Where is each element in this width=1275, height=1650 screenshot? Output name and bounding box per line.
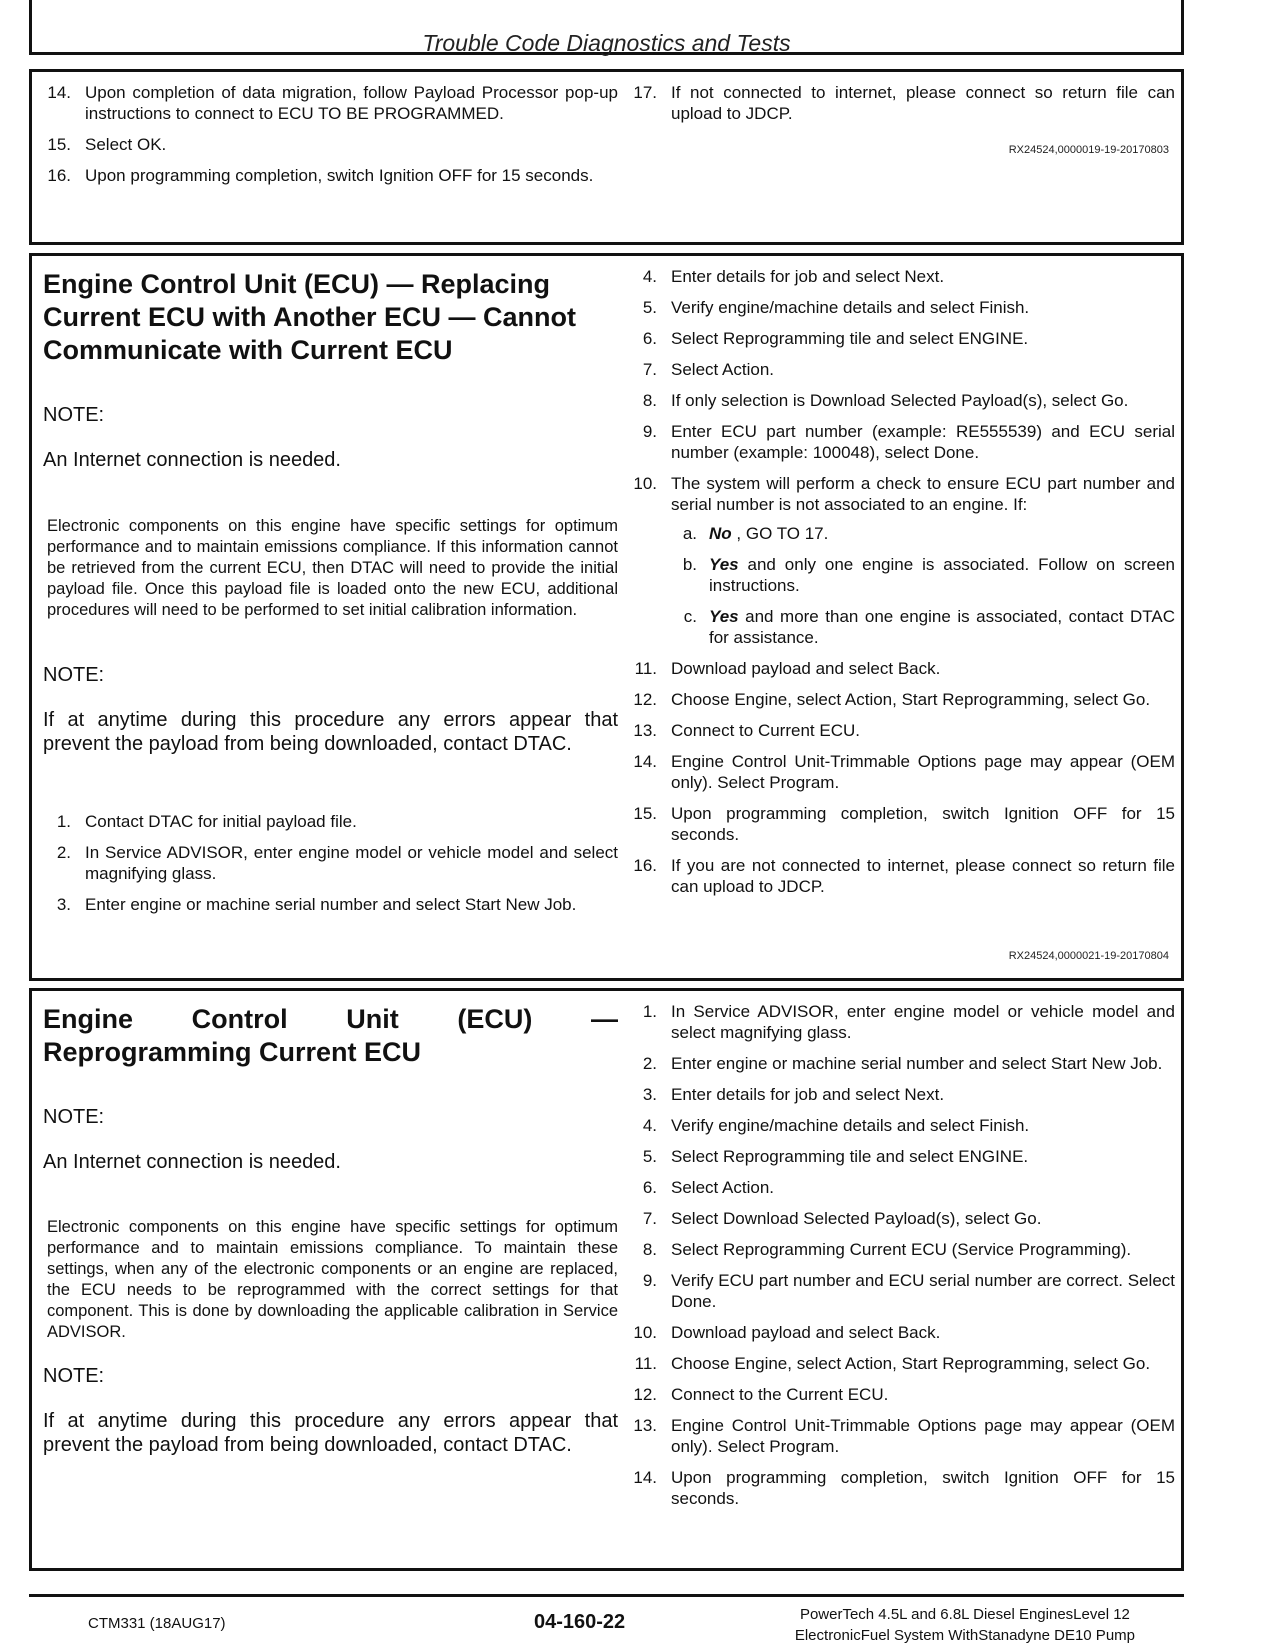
section-heading-line-2: Reprogramming Current ECU [43,1037,422,1067]
step-list [629,1001,1175,1509]
note-label: NOTE: [43,1106,105,1128]
list-item: 4. Enter details for job and select Next. [642,267,945,286]
step-list [629,266,1175,897]
list-item: 13. Connect to Current ECU. [633,721,860,740]
footer-title-line-1: PowerTech 4.5L and 6.8L Diesel EnginesLevel 12 [799,1606,1130,1623]
continued-procedure-panel [29,69,1184,245]
list-item: 14. Upon completion of data migration, follow Payload Processor pop-up instructions to connect to ECU TO BE PROGRAMMED. [47,83,618,123]
reference-id: RX24524,0000019-19-20170803 [1008,144,1169,156]
note-text: An Internet connection is needed. [43,449,341,471]
footer-divider [29,1594,1184,1597]
list-item: 3. Enter engine or machine serial number and select Start New Job. [56,895,577,914]
list-item: 7. Select Action. [642,360,775,379]
list-item: 6. Select Action. [642,1178,775,1197]
list-item: 15. Select OK. [47,135,167,154]
list-item: 8. Select Reprogramming Current ECU (Service Programming). [642,1240,1132,1259]
list-item: 14. Upon programming completion, switch Ignition OFF for 15 seconds. [633,1468,1175,1508]
note-text: If at anytime during this procedure any errors appear that prevent the payload from being downloaded, contact DTAC. [43,1410,618,1456]
list-item: 14. Engine Control Unit-Trimmable Options page may appear (OEM only). Select Program. [633,752,1175,792]
list-item: 5. Select Reprogramming tile and select ENGINE. [642,1147,1029,1166]
sub-list-item: a. No , GO TO 17. [682,524,829,543]
list-item: 10. The system will perform a check to ensure ECU part number and serial number is not associated to an engine. If: a. No , GO TO 17. b. Yes and only one engine is associated. Follow on screen instructions. c. Yes and more than one engine is associated, contact DTAC for assistance. [633,474,1175,647]
note-text: An Internet connection is needed. [43,1151,341,1173]
reference-id: RX24524,0000021-19-20170804 [1008,950,1169,962]
list-item: 17. If not connected to internet, please connect so return file can upload to JDCP. [633,83,1175,123]
list-item: 16. Upon programming completion, switch Ignition OFF for 15 seconds. [47,166,594,185]
list-item: 10. Download payload and select Back. [633,1323,941,1342]
list-item: 9. Enter ECU part number (example: RE555539) and ECU serial number (example: 100048), select Done. [642,422,1175,462]
list-item: 6. Select Reprogramming tile and select ENGINE. [642,329,1029,348]
reprogramming-ecu-panel [29,988,1184,1571]
footer-doc-id: CTM331 (18AUG17) [88,1615,226,1632]
note-label: NOTE: [43,404,105,426]
list-item: 4. Verify engine/machine details and select Finish. [642,1116,1030,1135]
list-item: 1. Contact DTAC for initial payload file. [56,812,357,831]
footer-title [795,1604,1135,1646]
section-heading: Engine Control Unit (ECU) — [43,1004,618,1034]
list-item: 9. Verify ECU part number and ECU serial number are correct. Select Done. [642,1271,1175,1311]
list-item: 13. Engine Control Unit-Trimmable Options page may appear (OEM only). Select Program. [633,1416,1175,1456]
list-item: 2. Enter engine or machine serial number and select Start New Job. [642,1054,1163,1073]
replacing-ecu-panel [29,253,1184,981]
footer-title-line-2: ElectronicFuel System WithStanadyne DE10 Pump [794,1627,1135,1644]
sub-list-item: c. Yes and more than one engine is associated, contact DTAC for assistance. [683,607,1175,647]
note-label: NOTE: [43,664,105,686]
body-paragraph: Electronic components on this engine have specific settings for optimum performance and to maintain emissions compliance. If this information cannot be retrieved from the current ECU, then DTAC will need to provide the initial payload file. Once this payload file is loaded onto the new ECU, additional procedures will need to be performed to set initial calibration information. [47,517,618,619]
section-heading: Engine Control Unit (ECU) — Replacing Current ECU with Another ECU — Cannot Communicate with Current ECU [43,269,576,365]
note-text: If at anytime during this procedure any errors appear that prevent the payload from being downloaded, contact DTAC. [43,709,618,755]
header-frame [29,0,1184,55]
list-item: 7. Select Download Selected Payload(s), select Go. [642,1209,1042,1228]
step-list [43,82,618,186]
list-item: 5. Verify engine/machine details and select Finish. [642,298,1030,317]
step-list [629,82,1175,124]
list-item: 11. Choose Engine, select Action, Start Reprogramming, select Go. [634,1354,1151,1373]
list-item: 12. Connect to the Current ECU. [633,1385,889,1404]
list-item: 15. Upon programming completion, switch Ignition OFF for 15 seconds. [633,804,1175,844]
body-paragraph: Electronic components on this engine have specific settings for optimum performance and to maintain emissions compliance. To maintain these settings, when any of the electronic components or an engine are replaced, the ECU needs to be reprogrammed with the correct settings for that component. This is done by downloading the applicable calibration in Service ADVISOR. [47,1218,618,1341]
page-header-title: Trouble Code Diagnostics and Tests [422,30,791,56]
sub-list-item: b. Yes and only one engine is associated. Follow on screen instructions. [682,555,1175,595]
list-item: 3. Enter details for job and select Next. [642,1085,945,1104]
list-item: 16. If you are not connected to internet, please connect so return file can upload to JDCP. [633,856,1175,896]
step-list [43,811,618,925]
list-item: 12. Choose Engine, select Action, Start Reprogramming, select Go. [633,690,1151,709]
sub-step-list [671,523,1175,648]
page-number: 04-160-22 [534,1611,626,1633]
list-item: 11. Download payload and select Back. [634,659,941,678]
list-item: 2. In Service ADVISOR, enter engine model or vehicle model and select magnifying glass. [56,843,618,883]
note-label: NOTE: [43,1365,105,1387]
list-item: 1. In Service ADVISOR, enter engine model or vehicle model and select magnifying glass. [642,1002,1175,1042]
list-item: 8. If only selection is Download Selected Payload(s), select Go. [642,391,1129,410]
